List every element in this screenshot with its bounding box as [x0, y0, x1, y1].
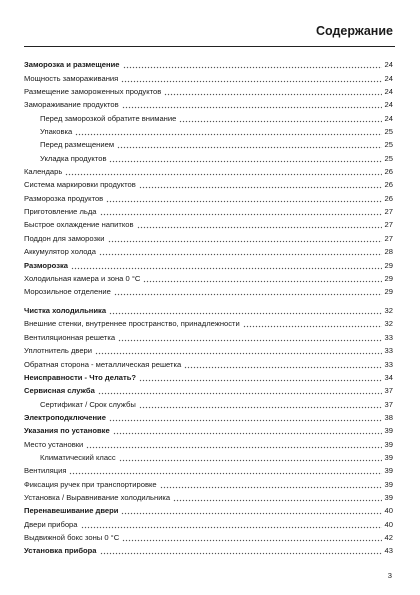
dot-leader [100, 546, 382, 555]
toc-entry [24, 475, 393, 488]
toc-entry-label: Вентиляционная решетка [24, 332, 116, 342]
toc-entry [24, 382, 393, 395]
dot-leader [114, 287, 382, 296]
toc-entry-page: 39 [384, 439, 393, 449]
toc-entry [24, 149, 393, 162]
dot-leader [109, 154, 381, 163]
dot-leader [173, 493, 381, 502]
dot-leader [123, 60, 382, 69]
toc-entry [24, 515, 393, 528]
toc-entry [24, 56, 393, 69]
dot-leader [139, 373, 382, 382]
toc-entry [24, 435, 393, 448]
toc-entry-label: Холодильная камера и зона 0 °C [24, 273, 141, 283]
toc-entry-label: Место установки [24, 439, 84, 449]
toc-entry-page: 39 [384, 426, 393, 436]
toc-entry-page: 39 [384, 479, 393, 489]
toc-entry-label: Разморозка продуктов [24, 193, 104, 203]
dot-leader [179, 114, 381, 123]
toc-entry-page: 40 [384, 519, 393, 529]
toc-entry [24, 216, 393, 229]
toc-entry [24, 529, 393, 542]
toc-entry-label: Поддон для заморозки [24, 233, 105, 243]
toc-entry-label: Перенавешивание двери [24, 506, 119, 516]
page-number: 3 [387, 571, 392, 580]
toc-entry-page: 26 [384, 193, 393, 203]
toc-entry-label: Размещение замороженных продуктов [24, 87, 162, 97]
toc-entry-label: Фиксация ручек при транспортировке [24, 479, 157, 489]
dot-leader [98, 386, 382, 395]
toc-entry-label: Перед размещением [40, 140, 115, 150]
toc-entry [24, 136, 393, 149]
toc-entry-page: 32 [384, 319, 393, 329]
dot-leader [106, 194, 381, 203]
toc-entry [24, 369, 393, 382]
toc-entry-label: Внешние стенки, внутреннее пространство, принадлежности [24, 319, 240, 329]
toc-entry-page: 27 [384, 220, 393, 230]
toc-entry-label: Выдвижной бокс зоны 0 °C [24, 532, 120, 542]
dot-leader [143, 274, 381, 283]
toc-entry [24, 203, 393, 216]
dot-leader [137, 220, 382, 229]
dot-leader [118, 333, 381, 342]
dot-leader [69, 466, 381, 475]
toc-entry [24, 409, 393, 422]
dot-leader [119, 453, 382, 462]
toc-entry [24, 243, 393, 256]
toc-entry-label: Указания по установке [24, 426, 110, 436]
toc-entry [24, 342, 393, 355]
toc-entry-label: Обратная сторона - металлическая решетка [24, 359, 182, 369]
toc-entry-page: 26 [384, 167, 393, 177]
toc-entry [24, 123, 393, 136]
toc-entry-page: 34 [384, 372, 393, 382]
toc-entry-page: 39 [384, 492, 393, 502]
toc-entry-page: 25 [384, 140, 393, 150]
dot-leader [121, 506, 381, 515]
toc-entry-label: Неисправности - Что делать? [24, 372, 137, 382]
toc-entry [24, 489, 393, 502]
toc-entry-page: 25 [384, 127, 393, 137]
toc-entry [24, 422, 393, 435]
dot-leader [71, 261, 382, 270]
toc-entry [24, 449, 393, 462]
toc-entry-label: Приготовление льда [24, 207, 97, 217]
toc-entry-label: Упаковка [40, 127, 73, 137]
toc-entry [24, 462, 393, 475]
dot-leader [108, 234, 382, 243]
dot-leader [113, 426, 382, 435]
toc-entry-label: Аккумулятор холода [24, 247, 96, 257]
toc-entry-page: 24 [384, 73, 393, 83]
toc-entry [24, 163, 393, 176]
toc-entry-label: Укладка продуктов [40, 153, 107, 163]
toc-entry-page: 33 [384, 346, 393, 356]
toc-entry-label: Электроподключение [24, 412, 106, 422]
toc-entry-page: 24 [384, 60, 393, 70]
header-rule [24, 46, 395, 47]
toc-entry-page: 33 [384, 332, 393, 342]
toc-entry-label: Быстрое охлаждение напитков [24, 220, 134, 230]
toc-entry-label: Установка прибора [24, 546, 97, 556]
toc-entry [24, 189, 393, 202]
toc-entry [24, 270, 393, 283]
dot-leader [164, 87, 381, 96]
toc-entry [24, 355, 393, 368]
toc-entry-page: 38 [384, 412, 393, 422]
toc-entry-label: Замораживание продуктов [24, 100, 119, 110]
toc-entry [24, 283, 393, 296]
dot-leader [100, 207, 382, 216]
toc-entry-page: 24 [384, 113, 393, 123]
dot-leader [65, 167, 381, 176]
toc-entry [24, 229, 393, 242]
dot-leader [117, 140, 381, 149]
toc-entry [24, 83, 393, 96]
toc-entry-label: Сервисная служба [24, 386, 95, 396]
dot-leader [109, 306, 381, 315]
toc-entry [24, 69, 393, 82]
dot-leader [75, 127, 381, 136]
toc-entry-page: 26 [384, 180, 393, 190]
toc-entry [24, 502, 393, 515]
page-title: Содержание [315, 24, 393, 38]
dot-leader [121, 74, 381, 83]
toc-entry-page: 28 [384, 247, 393, 257]
dot-leader [139, 180, 382, 189]
toc-entry-label: Разморозка [24, 260, 68, 270]
toc-entry-page: 39 [384, 452, 393, 462]
toc-entry-page: 42 [384, 532, 393, 542]
toc-entry-page: 29 [384, 287, 393, 297]
toc-entry-label: Уплотнитель двери [24, 346, 93, 356]
toc-entry-label: Заморозка и размещение [24, 60, 120, 70]
toc-entry-page: 27 [384, 233, 393, 243]
toc-entry-label: Сертификат / Срок службы [40, 399, 136, 409]
toc-entry [24, 302, 393, 315]
toc-entry [24, 542, 393, 555]
toc-entry-page: 29 [384, 260, 393, 270]
toc-entry [24, 256, 393, 269]
dot-leader [109, 413, 382, 422]
dot-leader [122, 100, 382, 109]
toc-entry-page: 24 [384, 100, 393, 110]
toc-entry [24, 96, 393, 109]
toc-entry-page: 32 [384, 306, 393, 316]
toc-entry-label: Чистка холодильника [24, 306, 107, 316]
toc-entry-page: 39 [384, 466, 393, 476]
toc-entry-label: Двери прибора [24, 519, 78, 529]
toc-entry-page: 25 [384, 153, 393, 163]
toc-entry [24, 315, 393, 328]
toc-entry-label: Вентиляция [24, 466, 67, 476]
toc-entry-label: Морозильное отделение [24, 287, 111, 297]
toc-entry-page: 43 [384, 546, 393, 556]
dot-leader [243, 319, 382, 328]
toc-entry [24, 395, 393, 408]
toc-entry [24, 328, 393, 341]
dot-leader [81, 520, 382, 529]
dot-leader [184, 360, 381, 369]
toc-entry-page: 37 [384, 386, 393, 396]
dot-leader [139, 400, 382, 409]
toc-entry-label: Климатический класс [40, 452, 116, 462]
table-of-contents [24, 56, 393, 555]
dot-leader [160, 480, 382, 489]
dot-leader [99, 247, 382, 256]
toc-entry-label: Система маркировки продуктов [24, 180, 136, 190]
toc-entry [24, 176, 393, 189]
toc-entry-label: Календарь [24, 167, 63, 177]
toc-entry [24, 109, 393, 122]
toc-entry-label: Перед заморозкой обратите внимание [40, 113, 177, 123]
dot-leader [95, 346, 382, 355]
toc-entry-page: 33 [384, 359, 393, 369]
dot-leader [122, 533, 381, 542]
toc-entry-page: 27 [384, 207, 393, 217]
toc-entry-label: Установка / Выравнивание холодильника [24, 492, 171, 502]
toc-entry-page: 29 [384, 273, 393, 283]
toc-entry-label: Мощность замораживания [24, 73, 119, 83]
toc-entry-page: 37 [384, 399, 393, 409]
toc-entry-page: 40 [384, 506, 393, 516]
dot-leader [86, 440, 381, 449]
toc-entry-page: 24 [384, 87, 393, 97]
